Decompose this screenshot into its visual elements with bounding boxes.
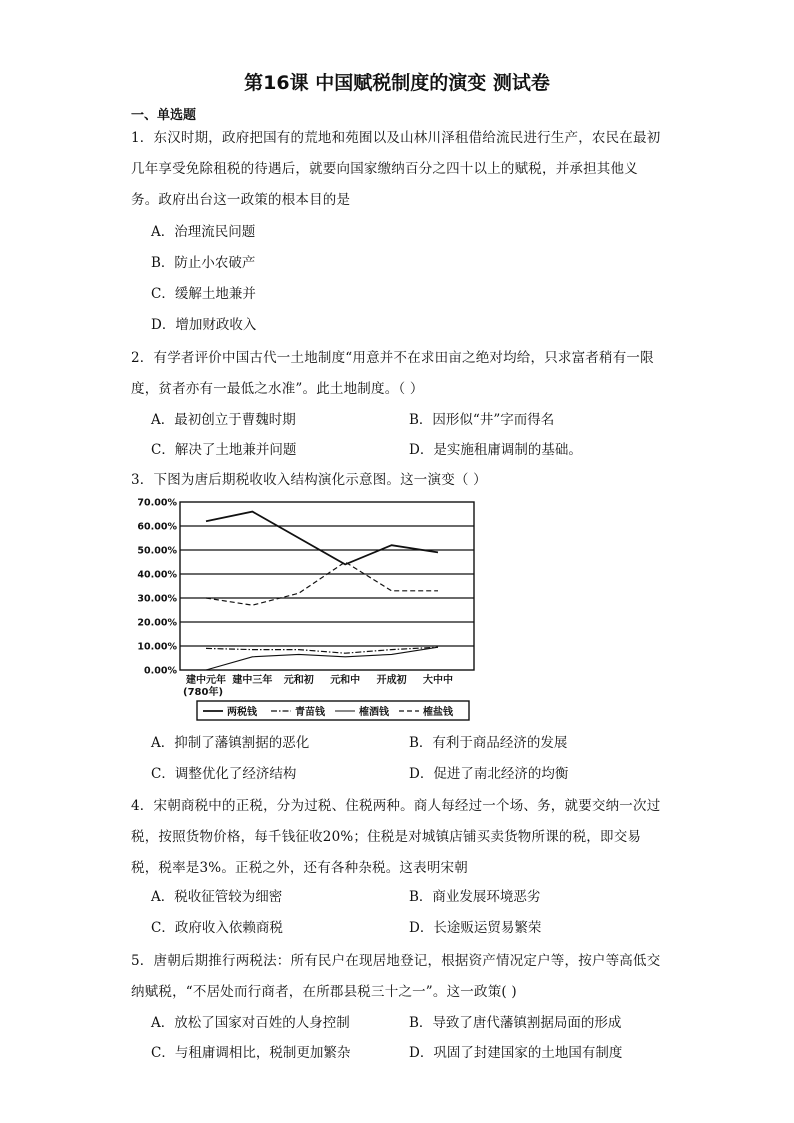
x-tick-label: 元和初 [283, 675, 314, 686]
series-line-1 [206, 512, 438, 565]
q3-option-b[interactable]: B．有利于商品经济的发展 [409, 735, 568, 751]
y-tick-label: 0.00% [144, 665, 177, 677]
q1-option-d[interactable]: D．增加财政收入 [151, 317, 257, 333]
q2-option-d[interactable]: D．是实施租庸调制的基础。 [409, 442, 582, 458]
plot-border [180, 502, 474, 670]
q2-option-c[interactable]: C．解决了土地兼并问题 [151, 442, 297, 458]
y-tick-label: 60.00% [137, 521, 177, 533]
question-4-stem: 4．宋朝商税中的正税，分为过税、住税两种。商人每经过一个场、务，就要交纳一次过税，按照货物价格，每千钱征收20%；住税是对城镇店铺买卖货物所课的税，即交易税，税率是3%。正税之外，还有各种杂税。这表明宋朝 [131, 798, 661, 876]
y-tick-label: 30.00% [137, 593, 177, 605]
series-line-4 [206, 562, 438, 605]
y-tick-label: 70.00% [137, 497, 177, 509]
q5-option-d[interactable]: D．巩固了封建国家的土地国有制度 [409, 1045, 623, 1061]
y-tick-label: 20.00% [137, 617, 177, 629]
q2-option-b[interactable]: B．因形似“井”字而得名 [409, 412, 555, 428]
y-tick-label: 10.00% [137, 641, 177, 653]
q4-option-b[interactable]: B．商业发展环境恶劣 [409, 889, 541, 905]
question-5-stem: 5．唐朝后期推行两税法：所有民户在现居地登记，根据资产情况定户等，按户等高低交纳赋税，“不居处而行商者，在所郡县税三十之一”。这一政策( ) [131, 953, 661, 1000]
question-1-stem: 1．东汉时期，政府把国有的荒地和苑囿以及山林川泽租借给流民进行生产，农民在最初几年享受免除租税的待遇后，就要向国家缴纳百分之四十以上的赋税，并承担其他义务。政府出台这一政策的根本目的是 [131, 130, 661, 208]
q5-option-b[interactable]: B．导致了唐代藩镇割据局面的形成 [409, 1015, 622, 1031]
x-tick-label: 建中元年 [186, 675, 226, 686]
x-category-note: (780年) [183, 687, 224, 698]
x-tick-label: 元和中 [330, 675, 361, 686]
q1-option-a[interactable]: A．治理流民问题 [151, 224, 256, 240]
q4-option-d[interactable]: D．长途贩运贸易繁荣 [409, 920, 542, 936]
q5-option-c[interactable]: C．与租庸调相比，税制更加繁杂 [151, 1045, 351, 1061]
x-tick-label: 大中中 [423, 675, 453, 686]
x-tick-label: 建中三年 [232, 675, 273, 686]
y-tick-label: 40.00% [137, 569, 177, 581]
q2-option-a[interactable]: A．最初创立于曹魏时期 [151, 412, 296, 428]
q4-option-c[interactable]: C．政府收入依赖商税 [151, 920, 283, 936]
question-2-stem: 2．有学者评价中国古代一土地制度“用意并不在求田亩之绝对均给，只求富者稍有一限度，贫者亦有一最低之水准”。此土地制度。（ ） [131, 350, 654, 397]
legend-label: 榷盐钱 [423, 707, 453, 718]
legend-label: 榷酒钱 [359, 707, 389, 718]
legend-label: 两税钱 [227, 707, 257, 718]
legend-label: 青苗钱 [295, 707, 325, 718]
q3-option-d[interactable]: D．促进了南北经济的均衡 [409, 766, 569, 782]
y-tick-label: 50.00% [137, 545, 177, 557]
q1-option-c[interactable]: C．缓解土地兼并 [151, 286, 256, 302]
tax-structure-chart [131, 492, 476, 724]
page-title: 第16课 中国赋税制度的演变 测试卷 [244, 72, 550, 94]
q1-option-b[interactable]: B．防止小农破产 [151, 255, 256, 271]
x-tick-label: 开成初 [376, 675, 407, 686]
q4-option-a[interactable]: A．税收征管较为细密 [151, 889, 283, 905]
section-heading: 一、单选题 [131, 108, 197, 123]
series-line-3 [206, 647, 438, 670]
q3-option-a[interactable]: A．抑制了藩镇割据的恶化 [151, 735, 310, 751]
question-3-stem: 3．下图为唐后期税收收入结构演化示意图。这一演变（ ） [131, 472, 487, 488]
q5-option-a[interactable]: A．放松了国家对百姓的人身控制 [151, 1015, 350, 1031]
q3-option-c[interactable]: C．调整优化了经济结构 [151, 766, 297, 782]
